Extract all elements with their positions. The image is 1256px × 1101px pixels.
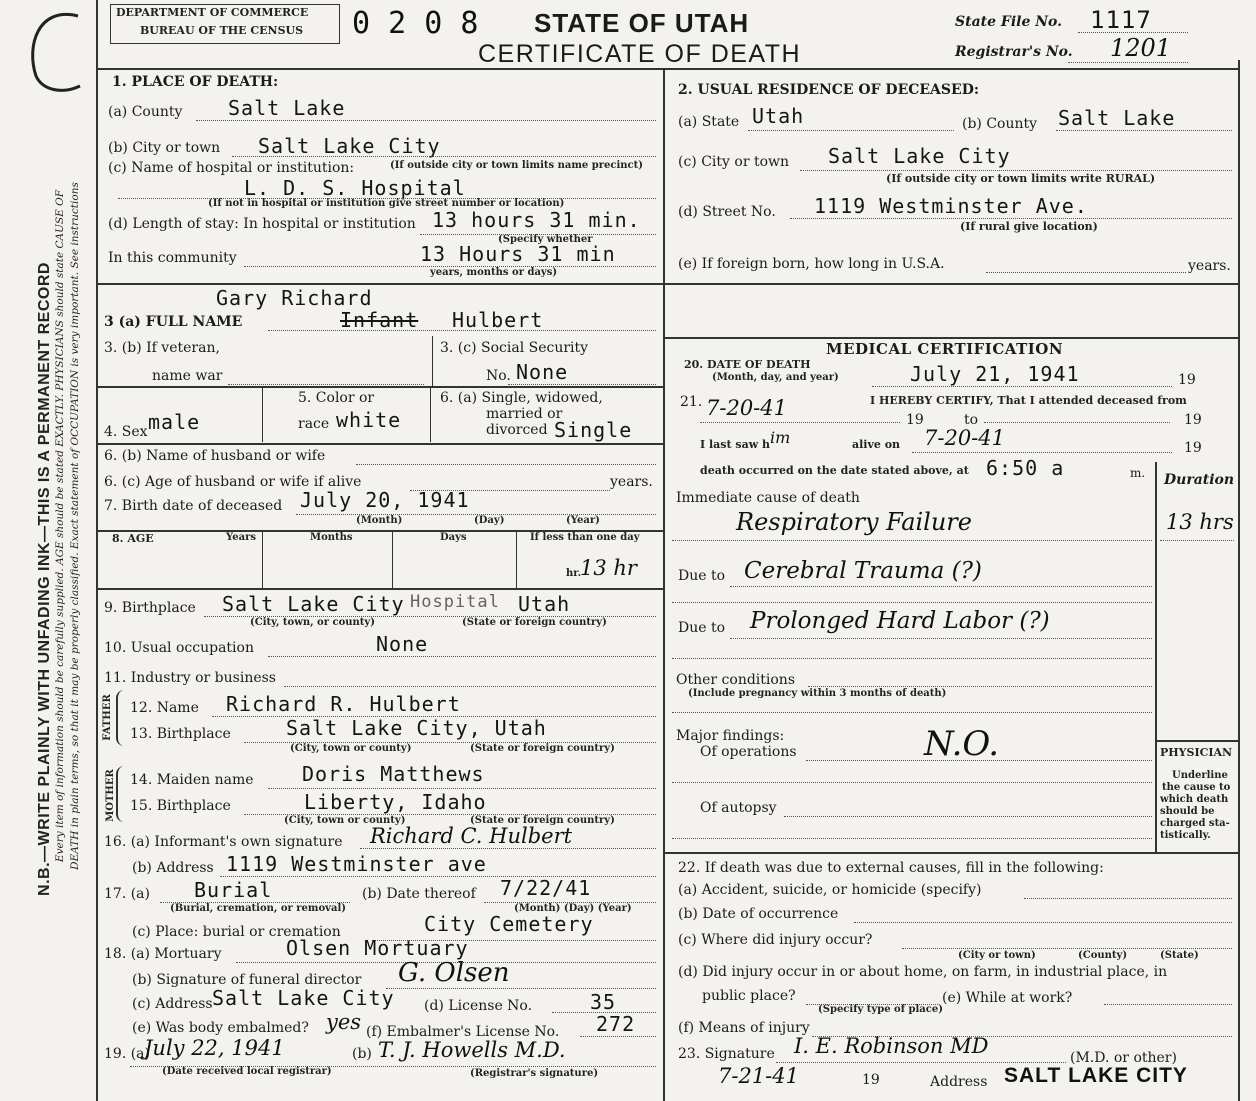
while-at-work-label: (e) While at work? — [942, 990, 1073, 1006]
social-security-label: 3. (c) Social Security — [440, 340, 589, 356]
other-conditions-label: Other conditions — [676, 672, 796, 688]
informant-signature-label: 16. (a) Informant's own signature — [104, 834, 343, 850]
major-findings-label: Major findings: — [676, 728, 785, 744]
age-months: Months — [310, 532, 353, 543]
mother-city-note: (City, town or county) — [284, 815, 406, 826]
section-rule-med — [663, 337, 1238, 339]
margin-permanent-record: N.B.—WRITE PLAINLY WITH UNFADING INK—THIS IS A PERMANENT RECORD — [36, 262, 53, 896]
registrar-signature: T. J. Howells M.D. — [378, 1038, 566, 1062]
hospital-label: (c) Name of hospital or institution: — [108, 160, 355, 176]
license-value: 35 — [590, 990, 617, 1014]
marital-value: Single — [554, 418, 633, 442]
burial-note: (Burial, cremation, or removal) — [170, 903, 346, 914]
residence-city-label: (c) City or town — [678, 154, 790, 170]
duration-value: 13 hrs — [1166, 510, 1234, 534]
physician-signature-label: 23. Signature — [678, 1046, 775, 1062]
stay-value: 13 hours 31 min. — [432, 208, 641, 232]
column-divider — [663, 68, 665, 1101]
section-residence: 2. USUAL RESIDENCE OF DECEASED: — [678, 82, 980, 98]
underline-note-5: charged sta- — [1160, 818, 1230, 829]
occupation-value: None — [376, 632, 429, 656]
place-type-note: (Specify type of place) — [818, 1004, 943, 1015]
due-to-1-label: Due to — [678, 568, 726, 584]
city-label: (b) City or town — [108, 140, 221, 156]
month-note: (Month) — [356, 515, 403, 526]
certificate-number: 0 2 0 8 — [352, 6, 479, 41]
residence-city-value: Salt Lake City — [828, 144, 1011, 168]
hospital-note: (If outside city or town limits name precinct) — [390, 160, 643, 171]
burial-place-label: (c) Place: burial or cremation — [132, 924, 341, 940]
state-file-number: 1117 — [1090, 6, 1152, 34]
residence-county-value: Salt Lake — [1058, 106, 1176, 130]
hospital-note-2: (If not in hospital or institution give street number or location) — [208, 198, 565, 209]
funeral-director-label: (b) Signature of funeral director — [132, 972, 362, 988]
section-rule-ext — [663, 852, 1238, 854]
physician-address-stamp: SALT LAKE CITY — [1004, 1064, 1188, 1087]
date-of-death-label: 20. DATE OF DEATH — [684, 358, 811, 371]
license-label: (d) License No. — [424, 998, 533, 1014]
date-of-death-note: (Month, day, and year) — [712, 372, 839, 383]
section-rule-3 — [96, 443, 663, 445]
year-note: (Year) — [566, 515, 600, 526]
spouse-age-label: 6. (c) Age of husband or wife if alive — [104, 474, 362, 490]
physician-signature: I. E. Robinson MD — [794, 1034, 989, 1058]
occurrence-date-label: (b) Date of occurrence — [678, 906, 839, 922]
ss-no-label: No. — [486, 368, 511, 384]
residence-state-label: (a) State — [678, 114, 740, 130]
received-label: 19. (a) — [104, 1046, 150, 1062]
funeral-address-label: (c) Address — [132, 996, 213, 1012]
street-note: (If rural give location) — [960, 220, 1098, 233]
community-note: years, months or days) — [430, 267, 558, 278]
where-state-note: (State) — [1160, 950, 1199, 961]
age-less-than-day: If less than one day — [530, 532, 640, 543]
last-saw-him: im — [770, 428, 791, 447]
duration-divider — [1155, 462, 1157, 852]
state-title: STATE OF UTAH — [534, 8, 750, 38]
birthplace-state: Utah — [518, 592, 571, 616]
certificate-title: CERTIFICATE OF DEATH — [478, 40, 802, 68]
registrar-note: (Registrar's signature) — [470, 1068, 599, 1079]
immediate-cause-label: Immediate cause of death — [676, 490, 860, 506]
received-b-label: (b) — [352, 1046, 372, 1062]
physician-suffix: (M.D. or other) — [1070, 1050, 1177, 1066]
certify-text: I HEREBY CERTIFY, That I attended deceased from — [870, 394, 1187, 407]
father-city-note: (City, town or county) — [290, 743, 412, 754]
death-occurred-label: death occurred on the date stated above, at — [700, 464, 969, 477]
birth-date-label: 7. Birth date of deceased — [104, 498, 283, 514]
section-rule-5 — [96, 588, 663, 590]
received-date: July 22, 1941 — [144, 1036, 285, 1060]
informant-address-value: 1119 Westminster ave — [226, 852, 487, 876]
mother-name-value: Doris Matthews — [302, 762, 485, 786]
father-birthplace-value: Salt Lake City, Utah — [286, 716, 547, 740]
occupation-label: 10. Usual occupation — [104, 640, 254, 656]
duration-header: Duration — [1164, 472, 1235, 488]
certify-to: to — [964, 412, 979, 428]
informant-address-label: (b) Address — [132, 860, 214, 876]
accident-label: (a) Accident, suicide, or homicide (specify) — [678, 882, 982, 898]
marital-label-3: divorced — [486, 422, 548, 438]
date-of-death-value: July 21, 1941 — [910, 362, 1080, 386]
foreign-born-label: (e) If foreign born, how long in U.S.A. — [678, 256, 945, 272]
stay-label: (d) Length of stay: In hospital or institution — [108, 216, 416, 232]
operations-value: N.O. — [924, 724, 1000, 764]
other-conditions-note: (Include pregnancy within 3 months of death) — [688, 688, 947, 699]
hospital-value: L. D. S. Hospital — [244, 176, 466, 200]
dod-nineteen: 19 — [1178, 372, 1196, 388]
city-value: Salt Lake City — [258, 134, 441, 158]
name-struck: Infant — [340, 308, 419, 332]
death-time-m: m. — [1130, 466, 1146, 480]
mother-brace — [116, 766, 130, 822]
last-saw-label: I last saw h — [700, 438, 771, 451]
mortuary-value: Olsen Mortuary — [286, 936, 469, 960]
mother-birthplace-label: 15. Birthplace — [130, 798, 231, 814]
burial-date-note: (Month) (Day) (Year) — [514, 903, 632, 914]
attended-from: 7-20-41 — [706, 396, 787, 420]
sex-value: male — [148, 410, 201, 434]
father-tag: FATHER — [101, 694, 113, 741]
registrar-number: 1201 — [1110, 34, 1172, 62]
underline-note-1: Underline — [1172, 770, 1228, 781]
street-label: (d) Street No. — [678, 204, 776, 220]
community-value: 13 Hours 31 min — [420, 242, 616, 266]
father-name-label: 12. Name — [130, 700, 199, 716]
color-label: 5. Color or — [298, 390, 375, 406]
last-saw-date: 7-20-41 — [924, 426, 1005, 450]
certify-number: 21. — [680, 394, 703, 410]
where-city-note: (City or town) — [958, 950, 1036, 961]
mother-birthplace-value: Liberty, Idaho — [304, 790, 487, 814]
immediate-cause-value: Respiratory Failure — [736, 508, 972, 536]
signature-date: 7-21-41 — [718, 1064, 799, 1088]
physician-address-label: Address — [930, 1074, 988, 1090]
embalmed-value: yes — [326, 1010, 362, 1034]
section-rule-1 — [96, 283, 1238, 285]
frame-left — [96, 0, 98, 1101]
funeral-address-value: Salt Lake City — [212, 986, 395, 1010]
burial-date-label: (b) Date thereof — [362, 886, 476, 902]
mother-name-label: 14. Maiden name — [130, 772, 254, 788]
burial-value: Burial — [194, 878, 273, 902]
industry-label: 11. Industry or business — [104, 670, 276, 686]
embalmer-license-label: (f) Embalmer's License No. — [366, 1024, 560, 1040]
age-hr-label: hr. — [566, 568, 582, 579]
margin-instructions-2: DEATH in plain terms, so that it may be properly classified. Exact statement of OCCUPATION is very important. See instructions — [69, 182, 81, 870]
birthplace-city-note: (City, town, or county) — [250, 617, 375, 628]
mortuary-label: 18. (a) Mortuary — [104, 946, 222, 962]
underline-note-6: tistically. — [1160, 830, 1211, 841]
war-label: name war — [152, 368, 223, 384]
residence-state-value: Utah — [752, 104, 805, 128]
registrar-no-label: Registrar's No. — [955, 44, 1073, 60]
alive-on-label: alive on — [852, 438, 901, 451]
death-time-value: 6:50 a — [986, 456, 1065, 480]
embalmed-label: (e) Was body embalmed? — [132, 1020, 309, 1036]
residence-city-note: (If outside city or town limits write RURAL) — [886, 172, 1156, 185]
foreign-years-label: years. — [1188, 258, 1231, 274]
department-label: DEPARTMENT OF COMMERCE — [116, 6, 309, 19]
birthplace-state-note: (State or foreign country) — [462, 617, 607, 628]
state-file-label: State File No. — [955, 14, 1063, 30]
social-security-value: None — [516, 360, 569, 384]
father-birthplace-label: 13. Birthplace — [130, 726, 231, 742]
surname: Hulbert — [452, 308, 544, 332]
due-to-2-value: Prolonged Hard Labor (?) — [750, 608, 1050, 634]
underline-note-2: the cause to — [1162, 782, 1231, 793]
burial-date-value: 7/22/41 — [500, 876, 592, 900]
public-place-label: public place? — [702, 988, 796, 1004]
age-years: Years — [226, 532, 257, 543]
margin-instructions-1: Every item of information should be carefully supplied. AGE should be stated EXACTLY. PHYSICIANS should state CAUSE OF — [54, 189, 66, 863]
last-saw-19: 19 — [1184, 440, 1202, 456]
spouse-label: 6. (b) Name of husband or wife — [104, 448, 326, 464]
given-name: Gary Richard — [216, 286, 373, 310]
county-label: (a) County — [108, 104, 183, 120]
birth-date-value: July 20, 1941 — [300, 488, 470, 512]
physician-tag: PHYSICIAN — [1160, 746, 1233, 759]
full-name-label: 3 (a) FULL NAME — [104, 314, 243, 330]
age-value: 13 hr — [580, 556, 637, 580]
age-label: 8. AGE — [112, 532, 154, 545]
means-of-injury-label: (f) Means of injury — [678, 1020, 810, 1036]
frame-right — [1238, 60, 1240, 1101]
birthplace-hospital: Hospital — [410, 592, 500, 612]
corner-mark — [18, 6, 78, 96]
where-injury-label: (c) Where did injury occur? — [678, 932, 873, 948]
race-label: race — [298, 416, 330, 432]
injury-location-label: (d) Did injury occur in or about home, on farm, in industrial place, in — [678, 964, 1168, 980]
informant-signature: Richard C. Hulbert — [370, 824, 573, 848]
where-county-note: (County) — [1078, 950, 1128, 961]
father-name-value: Richard R. Hulbert — [226, 692, 461, 716]
father-state-note: (State or foreign country) — [470, 743, 615, 754]
section-rule-2 — [96, 386, 663, 388]
birthplace-label: 9. Birthplace — [104, 600, 196, 616]
residence-county-label: (b) County — [962, 116, 1038, 132]
external-causes-label: 22. If death was due to external causes, fill in the following: — [678, 860, 1104, 876]
race-value: white — [336, 408, 402, 432]
mother-tag: MOTHER — [104, 769, 116, 822]
stay-note: (Specify whether — [498, 234, 593, 245]
funeral-director-signature: G. Olsen — [398, 958, 510, 988]
age-days: Days — [440, 532, 467, 543]
marital-label-1: 6. (a) Single, widowed, — [440, 390, 603, 406]
signature-19: 19 — [862, 1072, 880, 1088]
burial-label: 17. (a) — [104, 886, 150, 902]
day-note: (Day) — [474, 515, 505, 526]
spouse-years-label: years. — [610, 474, 653, 490]
underline-note-4: should be — [1160, 806, 1215, 817]
certify-19a: 19 — [906, 412, 924, 428]
operations-label: Of operations — [700, 744, 797, 760]
sex-label: 4. Sex — [104, 424, 148, 440]
due-to-2-label: Due to — [678, 620, 726, 636]
mother-state-note: (State or foreign country) — [470, 815, 615, 826]
birthplace-city: Salt Lake City — [222, 592, 405, 616]
veteran-label: 3. (b) If veteran, — [104, 340, 220, 356]
underline-note-3: which death — [1160, 794, 1229, 805]
bureau-label: BUREAU OF THE CENSUS — [140, 24, 304, 37]
section-place-of-death: 1. PLACE OF DEATH: — [112, 74, 279, 90]
medical-certification-title: MEDICAL CERTIFICATION — [826, 340, 1064, 358]
county-value: Salt Lake — [228, 96, 346, 120]
street-value: 1119 Westminster Ave. — [814, 194, 1088, 218]
father-brace — [116, 690, 130, 746]
burial-place-value: City Cemetery — [424, 912, 594, 936]
embalmer-license-value: 272 — [596, 1012, 636, 1036]
certify-19b: 19 — [1184, 412, 1202, 428]
community-label: In this community — [108, 250, 237, 266]
received-note: (Date received local registrar) — [162, 1066, 332, 1077]
autopsy-label: Of autopsy — [700, 800, 777, 816]
duration-rule — [1155, 740, 1238, 742]
marital-label-2: married or — [486, 406, 563, 422]
due-to-1-value: Cerebral Trauma (?) — [744, 558, 982, 584]
